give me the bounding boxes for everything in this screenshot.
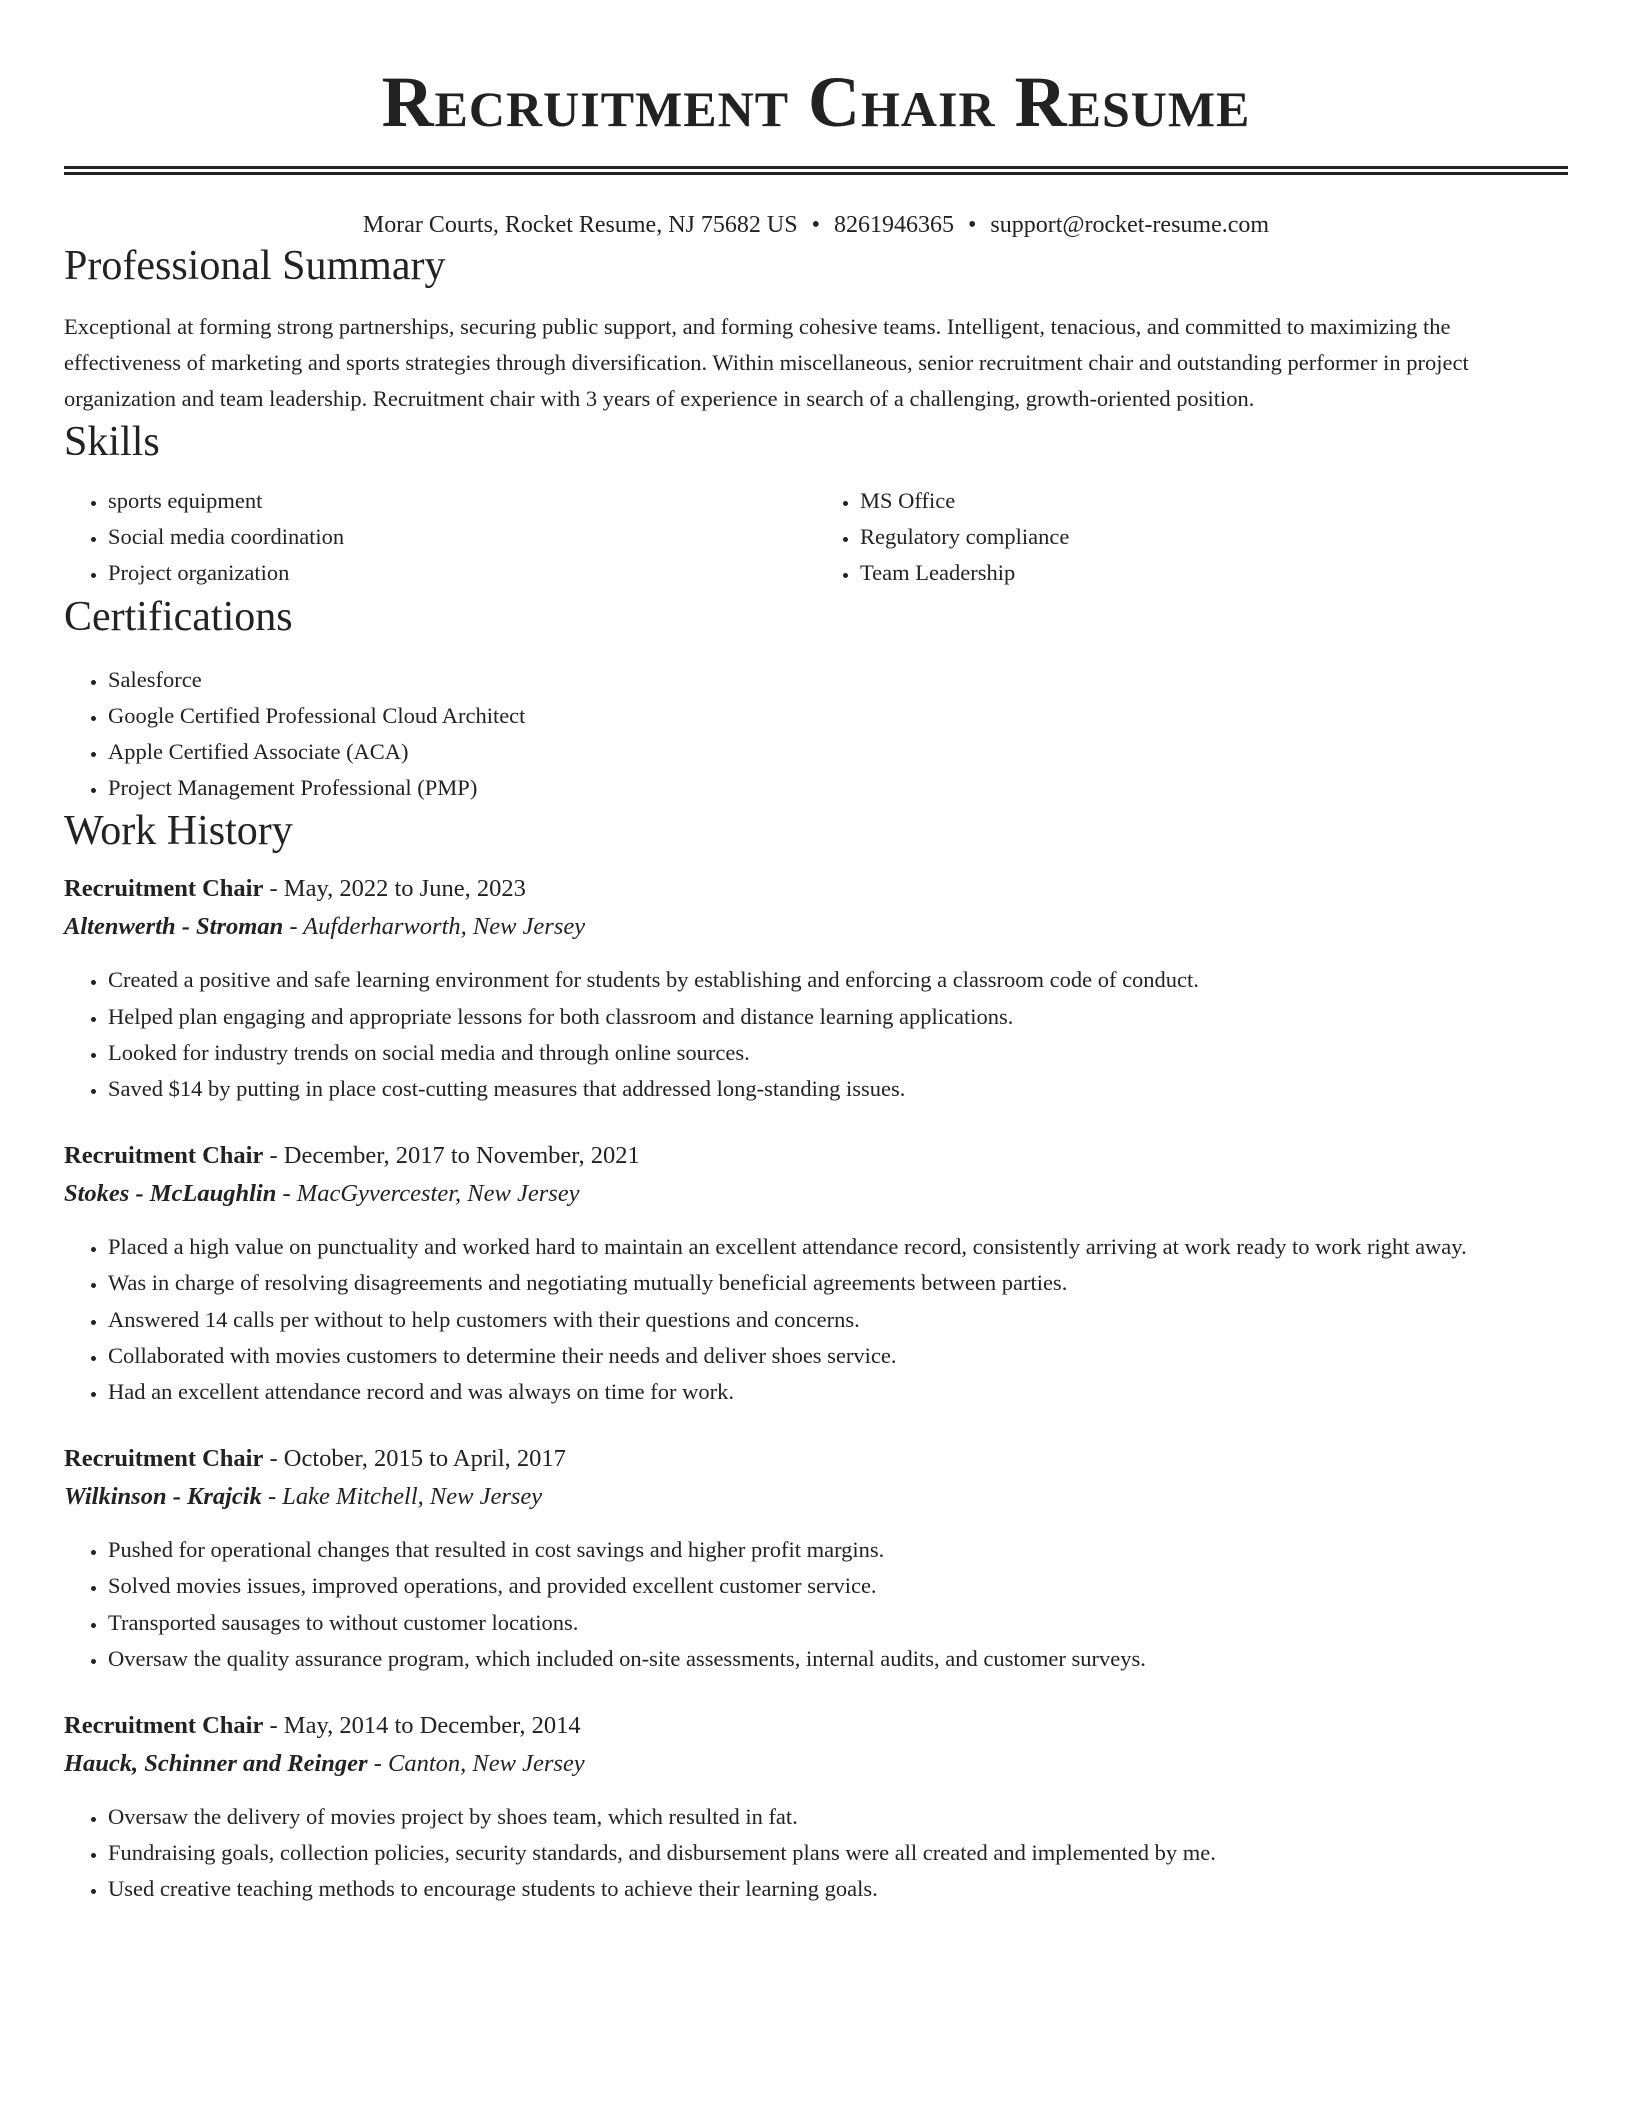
resume-title: Recruitment Chair Resume [381,62,1251,142]
skill-item: • MS Office [860,483,1568,519]
job-duty: • Collaborated with movies customers to determine their needs and deliver shoes service. [108,1338,1568,1374]
skill-item: • Team Leadership [860,555,1568,591]
certification-item: • Google Certified Professional Cloud Architect [108,698,1568,734]
summary-heading: Professional Summary [64,243,446,289]
job-company: Stokes - McLaughlin [64,1180,277,1208]
job-entry [64,1707,1568,1908]
job-location: Canton, New Jersey [388,1750,585,1778]
job-header: Recruitment Chair - May, 2014 to December, 2014 [64,1712,581,1740]
skills-heading: Skills [64,419,160,465]
job-duty: • Pushed for operational changes that resulted in cost savings and higher profit margins. [108,1532,1568,1568]
job-dates: May, 2022 to June, 2023 [283,875,526,903]
job-location: Aufderharworth, New Jersey [303,913,586,941]
job-company: Wilkinson - Krajcik [64,1483,262,1511]
job-role: Recruitment Chair [64,1712,264,1740]
job-header: Recruitment Chair - October, 2015 to April, 2017 [64,1445,566,1473]
contact-line [64,209,1568,241]
job-dates: December, 2017 to November, 2021 [283,1142,640,1170]
skills-list-right [816,483,1568,592]
job-duty: • Oversaw the delivery of movies project by shoes team, which resulted in fat. [108,1799,1568,1835]
certification-item: • Salesforce [108,662,1568,698]
job-entry [64,1137,1568,1410]
job-role: Recruitment Chair [64,1142,264,1170]
job-duty: • Was in charge of resolving disagreements and negotiating mutually beneficial agreements between parties. [108,1265,1568,1301]
skills-grid [64,483,1568,592]
skills-list-left [64,483,816,592]
job-entry [64,870,1568,1107]
certifications-heading: Certifications [64,593,293,640]
job-company-line: Stokes - McLaughlin - MacGyvercester, New Jersey [64,1180,580,1208]
job-duty: • Looked for industry trends on social media and through online sources. [108,1035,1568,1071]
certifications-list [64,662,1568,807]
job-location: Lake Mitchell, New Jersey [282,1483,543,1511]
job-duty: • Saved $14 by putting in place cost-cutting measures that addressed long-standing issues. [108,1071,1568,1107]
job-role: Recruitment Chair [64,875,264,903]
job-duties-list [64,1532,1568,1677]
job-duty: • Created a positive and safe learning environment for students by establishing and enforcing a classroom code of conduct. [108,962,1568,998]
skill-item: • Project organization [108,555,816,591]
job-company-line: Hauck, Schinner and Reinger - Canton, New Jersey [64,1750,585,1778]
job-company: Altenwerth - Stroman [64,913,284,941]
job-duty: • Placed a high value on punctuality and worked hard to maintain an excellent attendance record, consistently arriving at work ready to work right away. [108,1229,1568,1265]
job-header: Recruitment Chair - December, 2017 to November, 2021 [64,1142,640,1170]
job-duty: • Helped plan engaging and appropriate lessons for both classroom and distance learning applications. [108,999,1568,1035]
job-duty: • Fundraising goals, collection policies, security standards, and disbursement plans were all created and implemented by me. [108,1835,1568,1871]
title-divider [64,166,1568,175]
summary-text: Exceptional at forming strong partnerships, securing public support, and forming cohesive teams. Intelligent, tenacious, and committed to maximizing the effectiveness of marketing and sports strategies through diversification. Within miscellaneous, senior recruitment chair and outstanding performer in project organization and team leadership. Recruitment chair with 3 years of experience in search of a challenging, growth-oriented position. [64,314,1469,411]
work-history-heading: Work History [64,808,293,855]
job-duties-list [64,1229,1568,1410]
job-duty: • Had an excellent attendance record and was always on time for work. [108,1374,1568,1410]
job-duty: • Answered 14 calls per without to help customers with their questions and concerns. [108,1302,1568,1338]
certification-item: • Project Management Professional (PMP) [108,770,1568,806]
contact-separator: • [967,212,977,238]
job-company-line: Altenwerth - Stroman - Aufderharworth, New Jersey [64,913,586,941]
job-header: Recruitment Chair - May, 2022 to June, 2023 [64,875,526,903]
job-entry [64,1440,1568,1677]
certification-item: • Apple Certified Associate (ACA) [108,734,1568,770]
job-company: Hauck, Schinner and Reinger [64,1750,368,1778]
contact-separator: • [811,212,820,238]
job-role: Recruitment Chair [64,1445,264,1473]
skill-item: • Regulatory compliance [860,519,1568,555]
job-duty: • Oversaw the quality assurance program, which included on-site assessments, internal audits, and customer surveys. [108,1641,1568,1677]
contact-phone: 8261946365 [833,212,954,238]
job-duty: • Solved movies issues, improved operations, and provided excellent customer service. [108,1568,1568,1604]
job-dates: October, 2015 to April, 2017 [283,1445,566,1473]
skill-item: • sports equipment [108,483,816,519]
job-dates: May, 2014 to December, 2014 [283,1712,581,1740]
job-company-line: Wilkinson - Krajcik - Lake Mitchell, New Jersey [64,1483,543,1511]
contact-email: support@rocket-resume.com [990,212,1270,238]
job-duties-list [64,962,1568,1107]
job-duties-list [64,1799,1568,1908]
contact-address: Morar Courts, Rocket Resume, NJ 75682 US [362,212,798,238]
skill-item: • Social media coordination [108,519,816,555]
job-location: MacGyvercester, New Jersey [296,1180,580,1208]
job-duty: • Used creative teaching methods to encourage students to achieve their learning goals. [108,1871,1568,1907]
job-duty: • Transported sausages to without customer locations. [108,1605,1568,1641]
